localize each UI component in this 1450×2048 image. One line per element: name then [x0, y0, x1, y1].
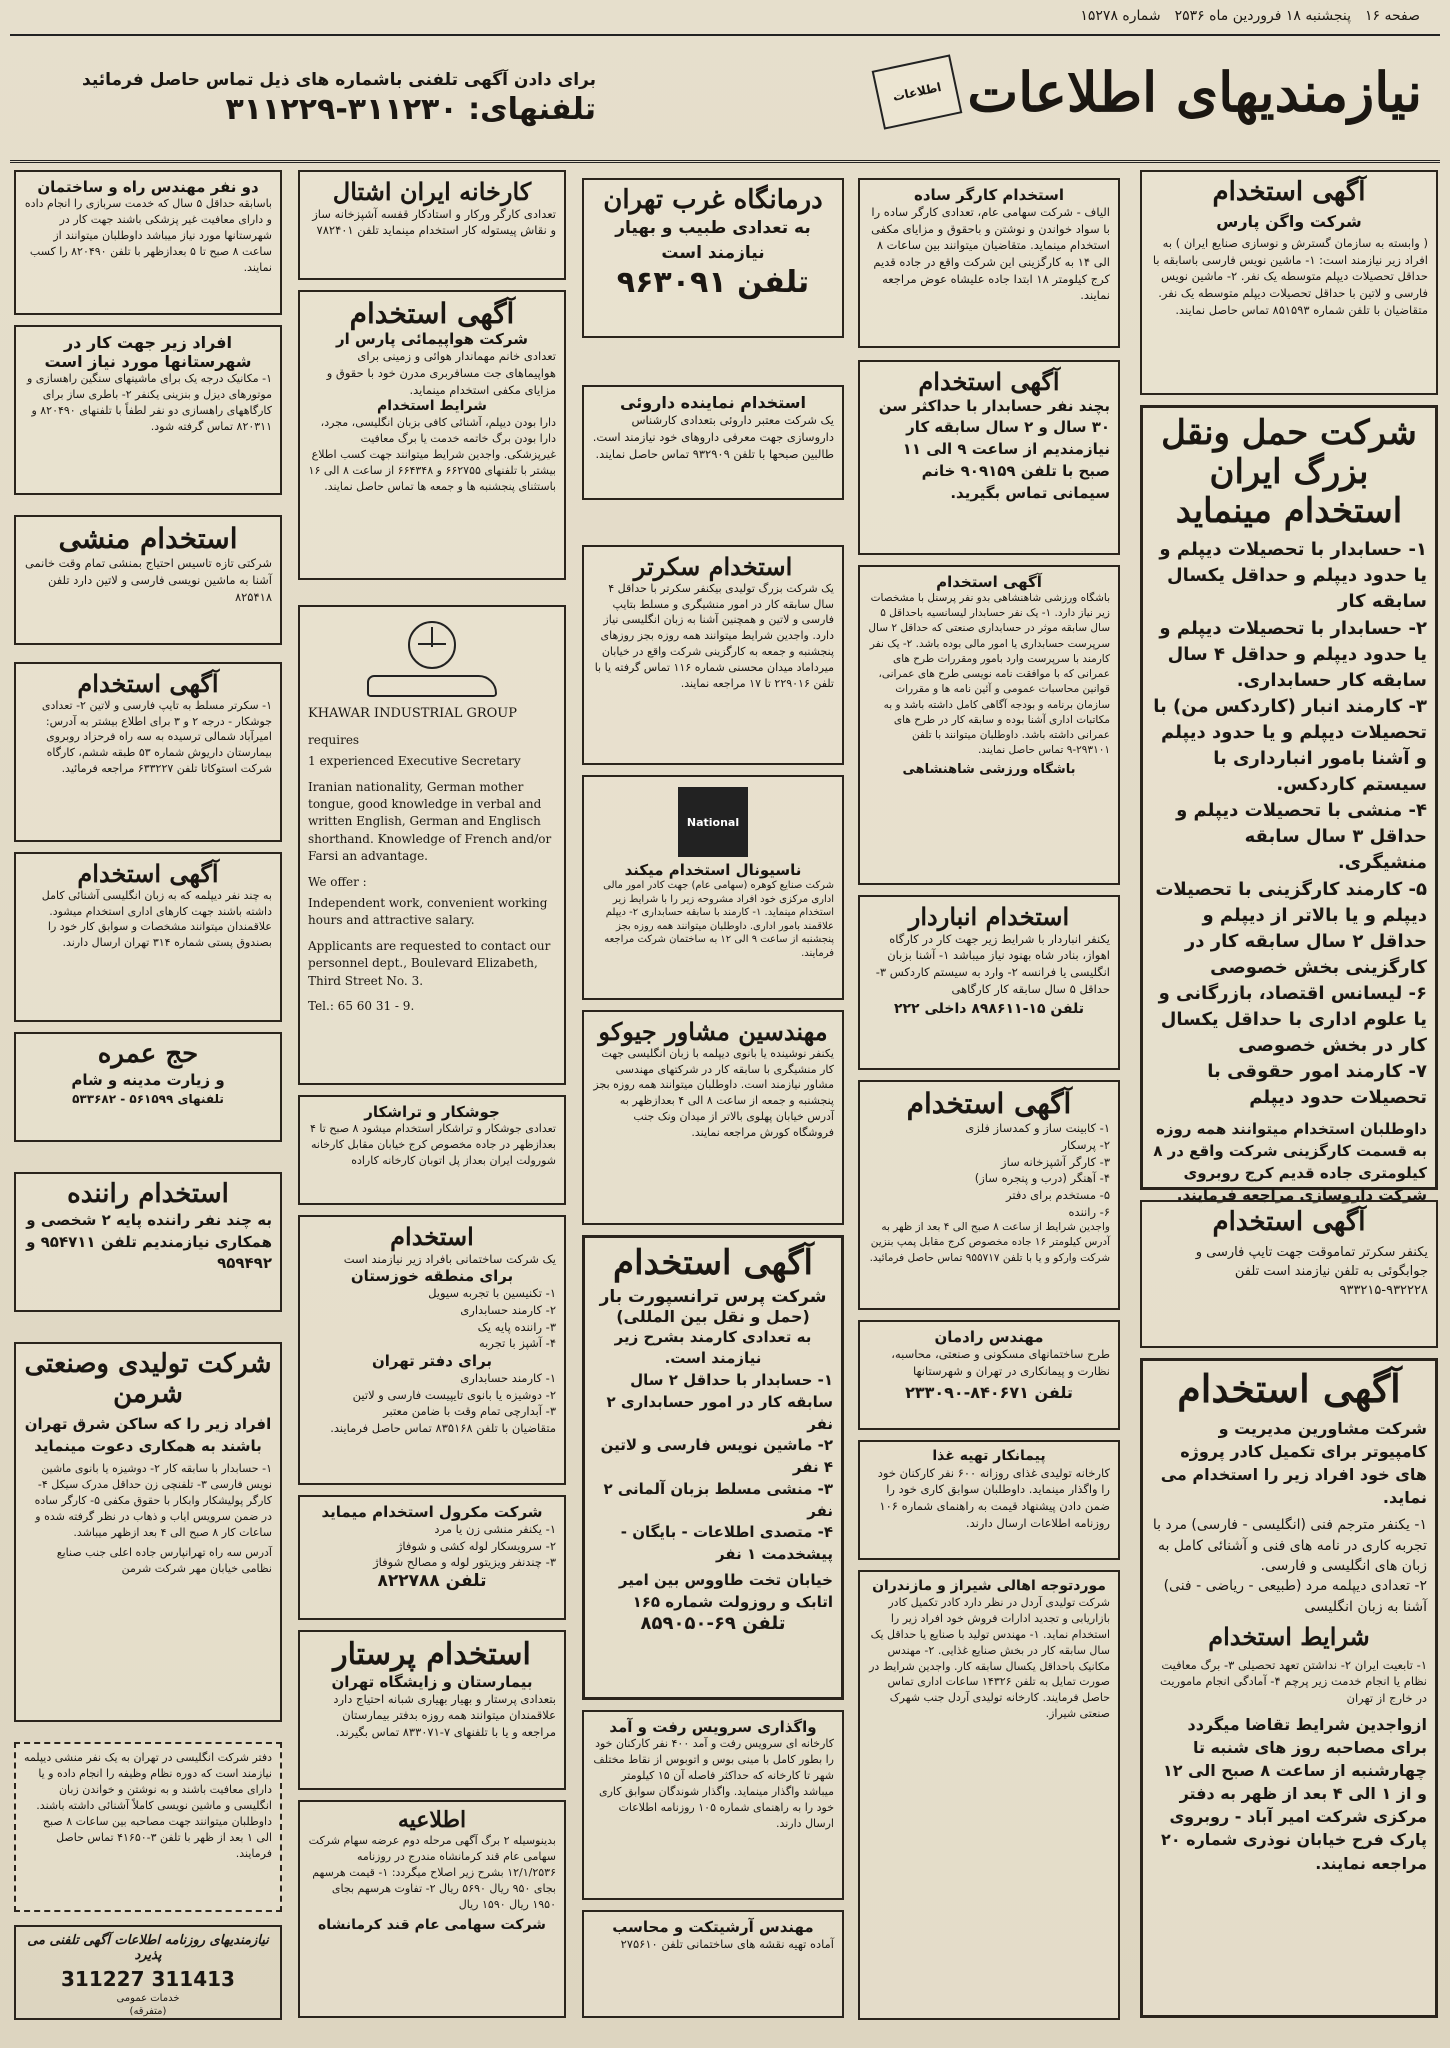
ad-engineer-radman	[858, 1320, 1120, 1430]
ad-title: دو نفر مهندس راه و ساختمان	[37, 178, 259, 196]
ad-architect	[582, 1910, 844, 2018]
ad-title: آگهی استخدام	[349, 297, 515, 330]
list-item: ۱- حسابدار با تحصیلات دیپلم و یا حدود دیپلم و حداقل یکسال سابقه کار	[1159, 539, 1427, 613]
footer-label: خدمات عمومی	[116, 1993, 180, 2004]
list-item: ۳- آبدارچی تمام وقت با ضامن معتبر	[383, 1404, 556, 1419]
ad-title: مهندس آرشیتکت و محاسب	[612, 1918, 814, 1936]
ad-footer: متقاضیان با تلفن ۸۳۵۱۶۸ تماس حاصل فرمایند.	[330, 1420, 556, 1435]
ad-subtitle: بیمارستان و زایشگاه تهران	[331, 1672, 533, 1691]
list-item: ۲- کارمند حسابداری	[460, 1302, 556, 1317]
ad-title: افراد زیر جهت کار در شهرستانها مورد نیاز است	[44, 333, 252, 372]
list-item: ۳- منشی مسلط بزبان آلمانی ۲ نفر	[603, 1479, 833, 1520]
ad-body: طرح ساختمانهای مسکونی و صنعتی، محاسبه، نظارت و پیمانکاری در تهران و شهرستانها	[891, 1347, 1110, 1378]
list-item: ۳- راننده پایه یک	[477, 1319, 556, 1334]
ad-phone: تلفن ۱۵-۸۹۸۶۱۱ داخلی ۲۲۲	[893, 1001, 1085, 1018]
ad-list	[308, 1521, 556, 1571]
ad-title: استخدام سکرتر	[633, 552, 793, 581]
ad-phone: تلفن ۶۹-۸۵۹۰۵۰	[640, 1613, 786, 1635]
list-item: ۴- منشی با تحصیلات دیپلم و حداقل ۳ سال سابقه منشیگری.	[1176, 800, 1427, 874]
ad-ilaf-worker	[858, 178, 1120, 348]
ad-subtitle: شرایط استخدام	[377, 398, 487, 415]
ad-title: استخدام کارگر ساده	[913, 186, 1065, 204]
top-rule	[10, 34, 1440, 36]
header-rule	[10, 160, 1440, 163]
ad-body: شرکتی تازه تاسیس احتیاج بمنشی تمام وقت خانمی آشنا به ماشین نویسی فارسی و لاتین دارد تلفن ۸۲۵۴۱۸	[24, 556, 272, 604]
ad-commute-service	[582, 1710, 844, 1900]
ad-body: به تعدادی کارمند بشرح زیر نیازمند است.	[614, 1327, 812, 1368]
ad-company-sub: (حمل و نقل بین المللی)	[616, 1307, 810, 1327]
list-item: ۲- سرویسکار لوله کشی و شوفاژ	[396, 1538, 556, 1553]
ad-body: باسابقه حداقل ۵ سال که خدمت سربازی را انجام داده و دارای معافیت غیر پزشکی باشند جهت کار در شهرستانها مورد نیاز میباشد داوطلبان میتوانند از ساعت ۸ صبح تا ۵ بعدازظهر با تلفن ۸۲۰۴۹۰ را کسب نمایند.	[24, 197, 272, 274]
ad-west-tehran-clinic	[582, 178, 844, 338]
ad-hajj	[14, 1032, 282, 1142]
khawar-apply: Applicants are requested to contact our personnel dept., Boulevard Elizabeth, Third Street No. 3.	[308, 938, 551, 988]
national-logo-icon: National	[678, 787, 748, 857]
ad-title: آگهی استخدام	[1212, 177, 1366, 207]
ad-body: بتعدادی پرستار و بهیار بهیاری شبانه احتیاج دارد علاقمندان میتوانند همه روزه بدفتر بیمارستان مراجعه و یا با تلفنهای ۷-۸۳۳۰۷۱ تماس بگیرند.	[333, 1691, 556, 1739]
ad-body: تعدادی جوشکار و تراشکار استخدام میشود ۸ صبح تا ۴ بعدازظهر در جاده مخصوص کرج خیابان مقابل کارخانه شورولت ایران بعداز پل اتوبان کارخانه کاراده	[309, 1122, 556, 1167]
ad-title: آگهی استخدام	[77, 669, 219, 698]
ad-body: کارخانه تولیدی غذای روزانه ۶۰۰ نفر کارکنان خود را واگذار مینماید. داوطلبان سوابق کاری خود را ضمن دادن پیشنهاد قیمت به راهنمای شماره ۱۰۶ روزنامه اطلاعات ارسال دارند.	[877, 1465, 1110, 1530]
ad-title: استخدام راننده	[67, 1179, 229, 1209]
ad-list	[1151, 537, 1427, 1111]
list-item: ۴- متصدی اطلاعات - بایگان - پیشخدمت ۱ نفر	[620, 1523, 833, 1564]
ad-shiraz-mazandaran	[858, 1570, 1120, 2020]
khawar-phone: Tel.: 65 60 31 - 9.	[308, 998, 415, 1013]
ad-body: شرکت صنایع کوهره (سهامی عام) جهت کادر امور مالی اداری مرکزی خود افراد مشروحه زیر را با شرایط زیر استخدام مینماید. ۱- کارمند با سابقه حسابداری ۲- دیپلم علاقمند بامور اداری. داوطلبان میتوانند همه روزه بجز پنجشنبه از ساعت ۹ الی ۱۲ به ساختمان شرکت مراجعه فرمایند.	[603, 880, 834, 959]
ad-items: ۱- حسابدار با سابقه کار ۲- دوشیزه یا بانوی ماشین نویس فارسی ۳- تلفنچی زن حداقل مدرک سیکل ۴- کارگر پولیشکار وابکار با حقوق مکفی ۵- کارگر ساده در ضمن سرویس ایاب و ذهاب در نظر گرفته شده و ساعات کار ۸ صبح الی ۴ بعد ازظهر میباشد.	[34, 1462, 272, 1540]
mercedes-logo-icon	[408, 621, 456, 669]
ad-body: واجدین شرایط از ساعت ۸ صبح الی ۴ بعد از ظهر به آدرس کیلومتر ۱۶ جاده مخصوص کرج مقابل پمپ بنزین شرکت وارکو و یا با تلفن ۹۵۵۷۱۷ تماس حاصل فرمائید.	[869, 1221, 1110, 1264]
ad-body: یکنفر انباردار با شرایط زیر جهت کار در کارگاه اهواز، بنادر شاه بهنود نیاز میباشد ۱- آشنا بزبان انگلیسی یا فرانسه ۲- وارد به سیستم کاردکس ۳- حداقل ۵ سال سابقه کار کارگاهی	[875, 931, 1110, 996]
truck-icon	[367, 675, 497, 697]
khawar-company: KHAWAR INDUSTRIAL GROUP	[308, 706, 518, 721]
ad-body: یکنفر نوشینده یا بانوی دیپلمه با زبان انگلیسی جهت کار منشیگری با سابقه کار در شرکتهای مهندسی مشاور نیازمند است. داوطلبان میتوانند همه روزه بجز پنجشنبه و جمعه از ساعت ۸ الی ۴ بعدازظهر به آدرس خیابان پهلوی بالاتر از میدان ونک جنب فروشگاه کورش مراجعه نمایند.	[593, 1046, 834, 1140]
ad-title: پیمانکار تهیه غذا	[932, 1448, 1046, 1464]
list-item: ۲- ماشین نویس فارسی و لاتین ۴ نفر	[600, 1436, 833, 1477]
ad-title: استخدام	[390, 1222, 474, 1251]
list-item: ۵- مستخدم برای دفتر	[1006, 1187, 1110, 1202]
ad-title: استخدام پرستار	[333, 1637, 531, 1672]
ad-body: به چند نفر دیپلمه که به زبان انگلیسی آشنائی کامل داشته باشند جهت کارهای اداری استخدام میشود. علاقمندان میتوانند مشخصات و سوابق کار خود را بصندوق پستی شماره ۳۱۴ تهران ارسال دارند.	[41, 888, 272, 950]
khawar-requires: requires	[308, 732, 360, 747]
ad-body: آماده تهیه نقشه های ساختمانی تلفن ۲۷۵۶۱۰	[620, 1937, 834, 1951]
list-item: ۱- یکنفر منشی زن یا مرد	[434, 1522, 556, 1536]
phone-instruction: برای دادن آگهی تلفنی باشماره های ذیل تماس حاصل فرمائید	[82, 70, 596, 90]
footer-note: نیازمندیهای روزنامه اطلاعات آگهی تلفنی می پذیرد	[27, 1933, 269, 1963]
ad-body: کارخانه ای سرویس رفت و آمد ۴۰۰ نفر کارکنان خود را بطور کامل با مینی بوس و اتوبوس از نقاط مختلف شهر تا کارخانه که حداکثر فاصله آن ۱۵ کیلومتر میباشد واگذار مینماید. واگذار شوندگان سوابق کاری خود را به راهنمای شماره ۱۰۵ روزنامه اطلاعات ارسال دارند.	[593, 1737, 834, 1830]
ad-body: یک شرکت ساختمانی بافراد زیر نیازمند است	[343, 1251, 556, 1266]
ad-pars-transport	[582, 1235, 844, 1700]
ad-sign: شرکت سهامی عام قند کرمانشاه	[318, 1916, 546, 1933]
ad-driver	[14, 1172, 282, 1312]
ad-body: شرکت مشاورین مدیریت و کامپیوتر برای تکمیل کادر پروژه های خود افراد زیر را استخدام می نماید.	[1160, 1418, 1427, 1508]
ad-welders	[298, 1095, 566, 1205]
ad-town-workers	[14, 325, 282, 495]
ad-body: باشگاه ورزشی شاهنشاهی بدو نفر پرسنل با مشخصات زیر نیاز دارد. ۱- یک نفر حسابدار لیسانسیه باحداقل ۵ سال سابقه موثر در حسابداری صنعتی که حداقل ۲ سال سرپرست حسابداری یا امور مالی بوده باشد. ۲- یک نفر کارمند با سرپرست وارد بامور ومقررات طرح های عمرانی که با موافقت نامه نویسی طرح های عمرانی، قوانین محاسبات عمومی و آئین نامه ها و مقررات سازمان برنامه و بودجه آگاهی کامل داشته باشد و به مکاتبات اداری آشنا بوده و سابقه کار در طرح های عمرانی داشته باشد. داوطلبان میتوانند با تلفن ۲۹۳۱۰۱-۹ تماس حاصل نمایند.	[868, 592, 1110, 757]
ad-khuzestan	[298, 1215, 566, 1485]
ad-title: موردتوجه اهالی شیراز و مازندران	[872, 1578, 1106, 1594]
list-item: ۱- کارمند حسابداری	[460, 1370, 556, 1385]
ad-title: آگهی استخدام	[77, 859, 219, 888]
ad-subtitle: برای منطقه خوزستان	[350, 1267, 514, 1286]
ad-title: جوشکار و تراشکار	[364, 1103, 500, 1121]
masthead	[877, 60, 1422, 124]
ad-body: دفتر شرکت انگلیسی در تهران به یک نفر منشی دیپلمه نیازمند است که دوره نظام وظیفه را انجام داده و یا دارای معافیت باشند و به نوشتن و خواندن زبان انگلیسی و ماشین نویسی کاملاً آشنائی داشته باشند. داوطلبان میتوانند جهت مصاحبه بین ساعات ۸ صبح الی ۱ بعد از ظهر با تلفن ۳-۴۱۶۵۰ تماس حاصل فرمایند.	[24, 1751, 272, 1860]
ad-title: اطلاعیه	[397, 1807, 467, 1833]
list-item: ۱- حسابدار با حداقل ۲ سال سابقه کار در امور حسابداری ۲ نفر	[606, 1371, 833, 1433]
ad-phone: تلفنهای ۵۶۱۵۹۹ - ۵۳۳۶۸۲	[72, 1091, 224, 1106]
list-item: ۶- لیسانس اقتصاد، بازرگانی و یا علوم اداری با حداقل یکسال کار در بخش خصوصی	[1158, 982, 1427, 1057]
ad-body: ( وابسته به سازمان گسترش و نوسازی صنایع ایران ) به افراد زیر نیازمند است: ۱- ماشین نویس فارسی باسابقه با حداقل تحصیلات دیپلم متوسطه یک نفر. ۲- ماشین نویس فارسی و لاتین با حداقل تحصیلات دیپلم متوسطه یک نفر. متقاضیان با تلفن شماره ۸۵۱۵۹۳ تماس حاصل نمایند.	[1152, 236, 1428, 317]
ad-body: به چند نفر راننده پایه ۲ شخصی و همکاری نیازمندیم تلفن ۹۵۴۷۱۱ و ۹۵۹۴۹۲	[26, 1210, 272, 1273]
ad-address: خیابان تخت طاووس بین امیر اتابک و روزولت شماره ۱۶۵	[618, 1570, 833, 1611]
ad-company: شرکت پرس ترانسپورت بار	[599, 1287, 827, 1308]
page-date: پنجشنبه ۱۸ فروردین ماه ۲۵۳۶	[1174, 8, 1351, 24]
ad-title: کارخانه ایران اشتال	[332, 177, 532, 206]
ad-title: استخدام منشی	[58, 522, 238, 555]
ad-list	[1151, 1515, 1427, 1616]
list-item: ۲- تعدادی دیپلمه مرد (طبیعی - ریاضی - فنی) آشنا به زبان انگلیسی	[1163, 1578, 1427, 1615]
khawar-offer: Independent work, convenient working hours and attractive salary.	[308, 895, 548, 928]
ad-title: شرکت تولیدی وصنعتی شرمن	[24, 1349, 272, 1409]
ad-title: شرکت حمل ونقل بزرگ ایران استخدام مینماید	[1161, 413, 1417, 532]
list-item: ۴- آشپز با تجربه	[479, 1336, 556, 1351]
ad-subtitle: شرایط استخدام	[1208, 1621, 1370, 1651]
ad-list	[308, 1285, 556, 1352]
ad-macrol	[298, 1495, 566, 1620]
list-item: ۱- تکنیسین با تجربه سیویل	[428, 1286, 556, 1301]
ad-list	[593, 1370, 833, 1566]
ad-body: و زیارت مدینه و شام	[71, 1070, 225, 1089]
ad-sports-club	[858, 565, 1120, 885]
ad-phone: تلفن ۹۶۳۰۹۱	[616, 265, 810, 301]
ad-national	[582, 775, 844, 1000]
ad-title: آگهی استخدام	[918, 367, 1060, 396]
ad-accountant	[858, 360, 1120, 555]
khawar-job: 1 experienced Executive Secretary	[308, 754, 521, 769]
ad-title: مهندس رادمان	[934, 1328, 1044, 1346]
list-item: ۱- کابینت ساز و کمدساز فلزی	[965, 1121, 1110, 1136]
ad-title: آگهی استخدام	[936, 573, 1042, 591]
ad-body: یکنفر سکرتر تماموقت جهت تایپ فارسی و جوابگوئی به تلفن نیازمند است تلفن ۹۳۲۲۲۸-۹۳۳۲۱۵	[1195, 1244, 1428, 1298]
phone-header	[36, 70, 596, 127]
ad-subtitle-tehran: برای دفتر تهران	[371, 1351, 493, 1370]
ad-body: افراد زیر را که ساکن شرق تهران باشند به همکاری دعوت مینماید	[24, 1414, 272, 1455]
ad-shermin	[14, 1342, 282, 1722]
ad-footer: ازواجدین شرایط تقاضا میگردد برای مصاحبه روز های شنبه تا چهارشنبه از ساعت ۸ صبح الی ۱۲ و از ۱ الی ۴ بعد از ظهر به دفتر مرکزی شرکت امیر آباد - روبروی پارک فرح خیابان نوذری شماره ۲۰ مراجعه نمایند.	[1161, 1714, 1427, 1873]
ad-civil-engineers	[14, 170, 282, 315]
list-item: ۷- کارمند امور حقوقی با تحصیلات حدود دیپلم	[1207, 1061, 1427, 1109]
ad-body: یک شرکت معتبر داروئی بتعدادی کارشناس داروسازی جهت معرفی داروهای خود نیازمند است. طالبین صبحها با تلفن ۹۳۲۹۰۹ تماس حاصل نمایند.	[592, 413, 834, 461]
ad-nurse	[298, 1630, 566, 1790]
ad-address: آدرس سه راه تهرانپارس جاده اعلی جنب صنایع نظامی خیابان مهر شرکت شرمن	[56, 1545, 272, 1575]
ad-sign: باشگاه ورزشی شاهنشاهی	[902, 762, 1076, 778]
ad-title: مهندسین مشاور جیوکو	[598, 1017, 828, 1046]
ad-title: آگهی استخدام	[1212, 1207, 1366, 1237]
ad-body: بچند نفر حسابدار با حداکثر سن ۳۰ سال و ۲ سال سابقه کار نیازمندیم از ساعت ۹ الی ۱۱ صبح با تلفن ۹۰۹۱۵۹ خانم سیمانی تماس بگیرید.	[878, 396, 1110, 502]
list-item: ۴- آهنگر (درب و پنجره ساز)	[974, 1171, 1110, 1186]
ad-body: تعدادی کارگر ورکار و استادکار قفسه آشپزخانه ساز و نقاش پیستوله کار استخدام مینماید تلفن ۷۸۲۴۰۱	[312, 206, 556, 238]
ad-body: تعدادی خانم مهماندار هوائی و زمینی برای هواپیماهای جت مسافربری مدرن خود با حقوق و مزایای مکفی استخدام مینماید.	[326, 349, 556, 397]
ad-title: حج عمره	[97, 1039, 199, 1069]
list-item: ۳- کارگر آشپزخانه ساز	[1001, 1154, 1110, 1169]
ad-body: به تعدادی طبیب و بهیار نیازمند است	[615, 217, 811, 263]
ad-clerk	[14, 515, 282, 645]
ad-storekeeper	[858, 895, 1120, 1070]
phone-numbers: تلفنهای: ۳۱۱۲۳۰-۳۱۱۲۲۹	[225, 92, 596, 127]
footer-phones: 311227 311413	[61, 1967, 235, 1991]
ad-typing-welders	[14, 662, 282, 842]
ad-haml-naql	[1140, 405, 1438, 1204]
ad-khawar	[298, 605, 566, 1085]
ad-diploma-english	[14, 852, 282, 1022]
ad-company: شرکت هواپیمائی پارس ار	[336, 330, 528, 349]
ad-conditions: ۱- تابعیت ایران ۲- نداشتن تعهد تحصیلی ۳- برگ معافیت نظام یا انجام خدمت زیر پرچم ۴- آمادگی انجام ماموریت در خارج از تهران	[1160, 1657, 1427, 1705]
masthead-title: نیازمندیهای اطلاعات	[967, 60, 1422, 124]
ad-jiyoco	[582, 1010, 844, 1225]
list-item: ۲- دوشیزه یا بانوی تایپیست فارسی و لاتین	[352, 1387, 556, 1402]
ad-pharma-rep	[582, 385, 844, 500]
list-item: ۲- پرسکار	[1061, 1137, 1110, 1152]
ad-iran-ashtal	[298, 170, 566, 280]
ad-list	[308, 1370, 556, 1420]
ad-body: شرکت تولیدی آردل در نظر دارد کادر تکمیل کادر بازاریابی و تجدید ادارات فروش خود افراد زیر را استخدام نماید. ۱- مهندس تولید با صنایع یا حداقل یک سال سابقه کار در بخش صنایع غذایی. ۲- مهندس مکانیک باحداقل یکسال سابقه کار. واجدین شرایط در صورت تمایل به تلفن ۱۴۳۲۶ ساعات اداری تماس حاصل فرمایند. کارخانه تولیدی آردل جنب شهرک صنعتی شیراز.	[869, 1595, 1110, 1721]
ad-secretary-typing	[1140, 1200, 1438, 1348]
ad-title: آگهی استخدام	[1177, 1366, 1401, 1411]
ad-company: شرکت واگن پارس	[1216, 211, 1362, 231]
ad-technicians	[858, 1080, 1120, 1310]
ad-title: درمانگاه غرب تهران	[603, 185, 823, 215]
ad-management-consultants	[1140, 1358, 1438, 2018]
ad-title: ناسیونال استخدام میکند	[624, 861, 802, 879]
issue-number: شماره ۱۵۲۷۸	[1080, 8, 1161, 24]
page-meta	[1080, 8, 1420, 24]
ad-body: الیاف - شرکت سهامی عام، تعدادی کارگر ساده را با سواد خواندن و نوشتن و باحقوق و مزایای مکفی استخدام مینماید. متقاضیان میتوانند بین ساعات ۸ الی ۱۴ به کارگزینی این شرکت واقع در جاده قدیم کرج کیلومتر ۱۸ ابتدا جاده علیشاه عوض مراجعه نمایند.	[871, 205, 1110, 303]
footer-sub: (متفرقه)	[129, 2006, 167, 2017]
list-item: ۳- کارمند انبار (کاردکس من) با تحصیلات دیپلم و یا حدود دیپلم و آشنا بامور انبارداری با سیستم کاردکس.	[1153, 695, 1427, 796]
ad-list	[868, 1120, 1110, 1220]
ettelaat-logo: اطلاعات	[872, 54, 963, 129]
ad-body: یک شرکت بزرگ تولیدی بیکنفر سکرتر با حداقل ۴ سال سابقه کار در امور منشیگری و مسلط بتایپ فارسی و لاتین و همچنین آشنا به زبان انگلیسی نیاز دارد. واجدین شرایط میتوانند همه روزه بجز روزهای پنجشنبه و جمعه به کارگزینی شرکت واقع در خیابان میرداماد میدان محسنی شماره ۱۱۶ تماس گرفته یا با تلفن ۲۲۹۰۱۶ تا ۱۷ مراجعه نمایند.	[594, 581, 834, 691]
ad-title: استخدام انباردار	[908, 902, 1070, 931]
ad-phone: تلفن ۸۴۰۶۷۱-۲۳۳۰۹۰	[905, 1383, 1073, 1403]
list-item: ۲- حسابدار با تحصیلات دیپلم و یا حدود دیپلم و حداقل ۴ سال سابقه کار حسابداری.	[1159, 617, 1427, 691]
list-item: ۱- یکنفر مترجم فنی (انگلیسی - فارسی) مرد با تجربه کاری در نامه های فنی و آشنائی کامل به زبان های انگلیسی و فارسی.	[1152, 1517, 1427, 1575]
ad-body: ۱- سکرتر مسلط به تایپ فارسی و لاتین ۲- تعدادی جوشکار - درجه ۲ و ۳ برای اطلاع بیشتر به آدرس: امیرآباد شمالی ترسیده به سه راه فرحزاد روبروی بیمارستان داریوش شماره ۵۳ طبقه ششم، کارگاه شرکت استوکاتا تلفن ۶۳۳۲۲۷ مراجعه فرمائید.	[41, 698, 272, 776]
ad-british-office	[14, 1742, 282, 1912]
ad-pars-wagon	[1140, 170, 1438, 395]
ad-title: آگهی استخدام	[906, 1087, 1072, 1120]
ad-secretary-hiring	[582, 545, 844, 765]
ad-title: استخدام نماینده داروئی	[620, 393, 806, 412]
list-item: ۶- راننده	[1068, 1204, 1110, 1219]
ad-pars-air	[298, 290, 566, 580]
ad-body: بدینوسیله ۲ برگ آگهی مرحله دوم عرضه سهام شرکت سهامی عام قند کرمانشاه مندرج در روزنامه ۱۲/۱/۲۵۳۶ بشرح زیر اصلاح میگردد: ۱- قیمت هرسهم بجای ۹۵۰ ریال ۵۶۹۰ ریال ۲- تفاوت هرسهم بجای ۱۹۵۰ ریال ۱۵۹۰ ریال	[308, 1834, 556, 1912]
ad-notice	[298, 1800, 566, 2018]
list-item: ۳- چندنفر ویزیتور لوله و مصالح شوفاژ	[373, 1555, 556, 1570]
ad-title: شرکت مکرول استخدام میماید	[321, 1503, 543, 1521]
ad-phone: تلفن ۸۲۲۷۸۸	[377, 1571, 487, 1592]
khawar-offer-label: We offer :	[308, 874, 367, 889]
ad-footer: داوطلبان استخدام میتوانند همه روزه به قسمت کارگزینی شرکت واقع در ۸ کیلومتری جاده قدیم کرج روبروی شرکت داروسازی مراجعه فرمایند.	[1153, 1120, 1427, 1204]
ad-title: آگهی استخدام	[613, 1243, 813, 1283]
khawar-description: Iranian nationality, German mother tongue, good knowledge in verbal and written English, German and Englisch shorthand. Knowledge of French and/or Farsi an advantage.	[308, 779, 552, 864]
list-item: ۵- کارمند کارگزینی با تحصیلات دیپلم و یا بالاتر از دیپلم و حداقل ۲ سال سابقه کار در کارگزینی بخش خصوصی	[1155, 878, 1427, 978]
page-number: صفحه ۱۶	[1364, 8, 1420, 24]
ad-body: ۱- مکانیک درجه یک برای ماشینهای سنگین راهسازی و موتورهای دیزل و بنزینی یکنفر ۲- باطری ساز برای کارگاههای راهسازی دو نفر لطفاً با تلفنهای ۸۲۰۴۹۰ و ۸۲۰۳۱۱ تماس گرفته شود.	[26, 372, 272, 434]
ad-conditions: دارا بودن دیپلم، آشنائی کافی بزبان انگلیسی، مجرد، دارا بودن برگ خاتمه خدمت یا برگ معافیت غیرپزشکی. واجدین شرایط میتوانند جهت کسب اطلاع بیشتر با تلفنهای ۶۶۲۷۵۵ و ۶۶۴۳۴۸ از ساعت ۸ الی ۱۶ باستثنای پنجشنبه ها و جمعه ها تماس حاصل نمایند.	[308, 416, 556, 493]
ad-food-contractor	[858, 1440, 1120, 1560]
ad-title: واگذاری سرویس رفت و آمد	[609, 1718, 817, 1736]
footer-phone-box	[14, 1925, 282, 2020]
